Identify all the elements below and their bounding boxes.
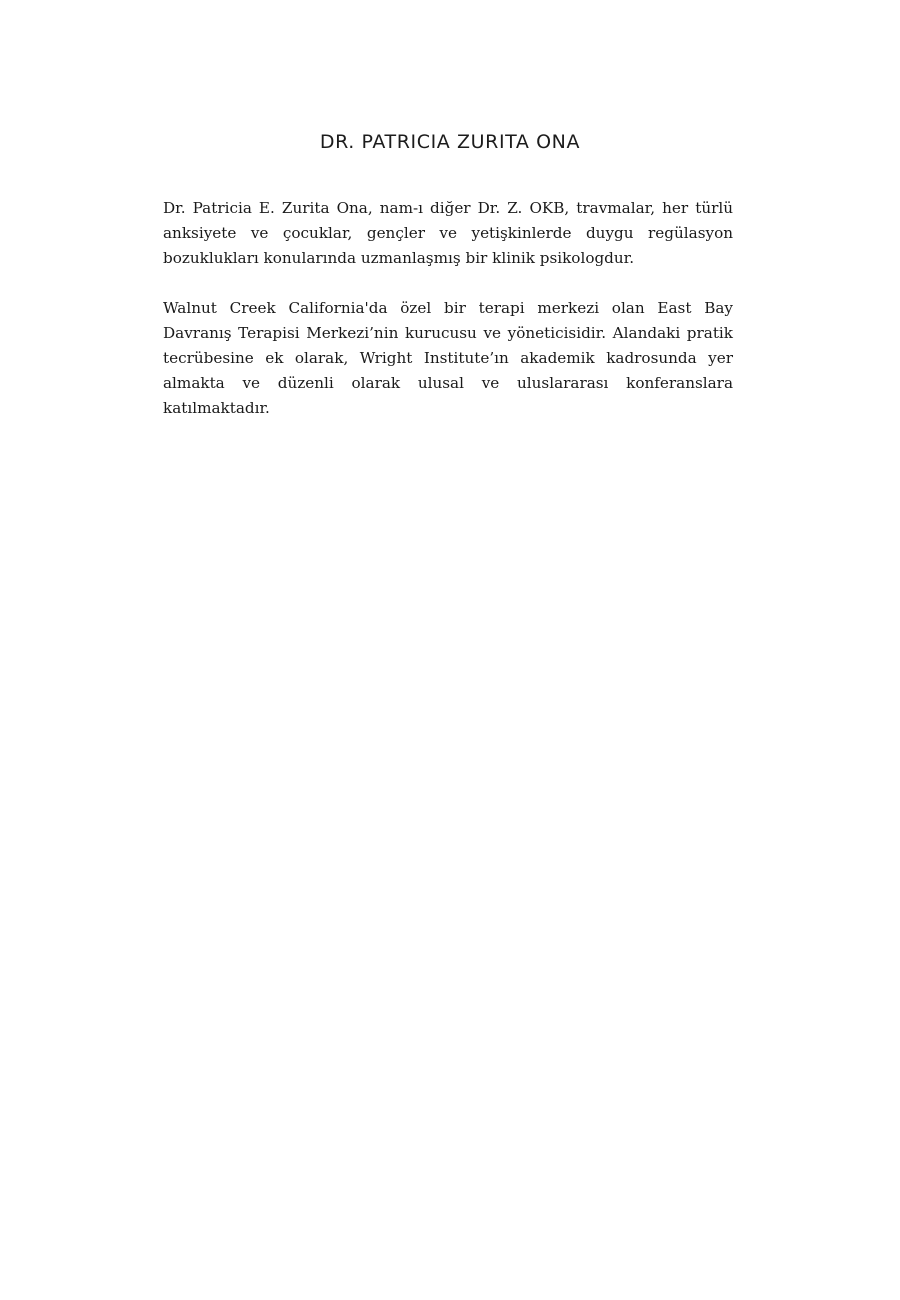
paragraph-introduction: Dr. Patricia E. Zurita Ona, nam-ı diğer Dr. Z. OKB, travmalar, her türlü anksiyete ve çocuklar, gençler ve yetişkinlerde duygu regülasyon bozuklukları konularında uzmanlaşmış bir klinik psikologdur. [163,199,733,267]
paragraph-career: Walnut Creek California'da özel bir terapi merkezi olan East Bay Davranış Terapisi Merkezi’nin kurucusu ve yöneticisidir. Alandaki pratik tecrübesine ek olarak, Wright Institute’ın akademik kadrosunda yer almakta ve düzenli olarak ulusal ve uluslararası konferanslara katılmaktadır. [163,299,733,417]
page-title: DR. PATRICIA ZURITA ONA [319,131,581,153]
biography-text [163,196,733,446]
